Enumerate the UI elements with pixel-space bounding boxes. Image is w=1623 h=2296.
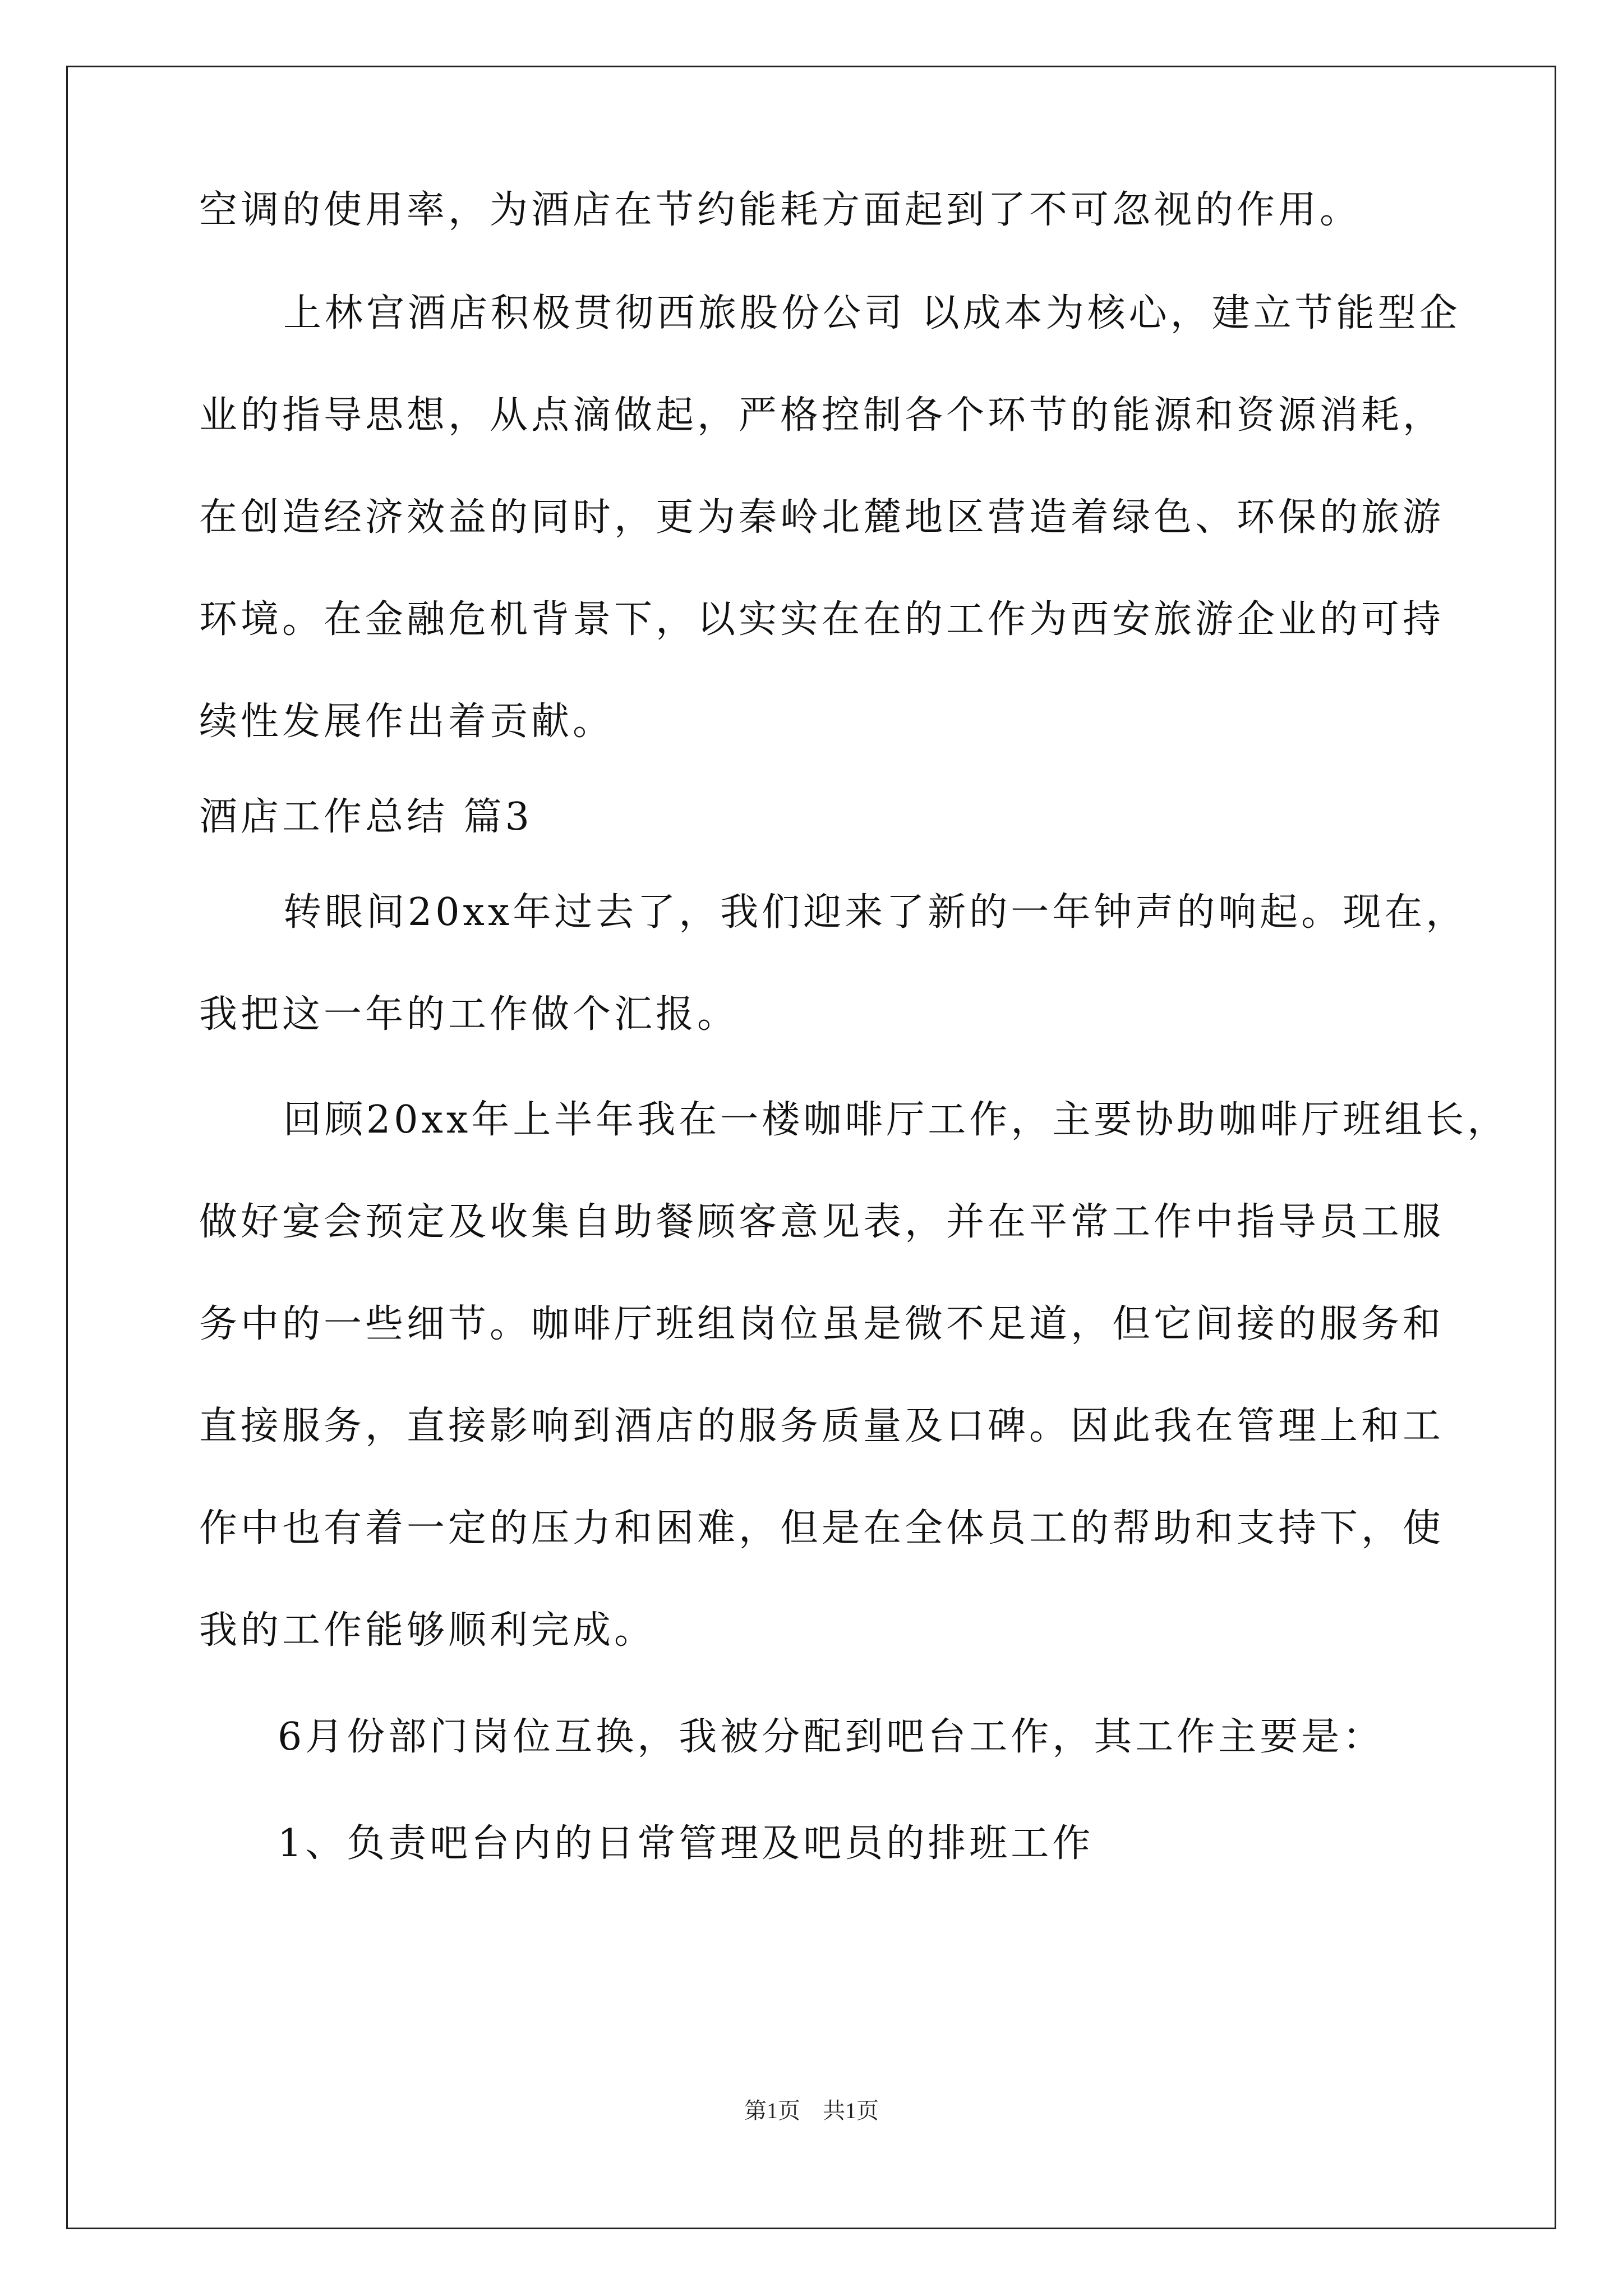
text-line: 空调的使用率，为酒店在节约能耗方面起到了不可忽视的作用。 [199,188,1362,232]
text-line: 在创造经济效益的同时，更为秦岭北麓地区营造着绿色、环保的旅游 [199,495,1445,540]
page-footer: 第1页 共1页 [744,2098,879,2123]
section-heading: 酒店工作总结 篇3 [199,795,533,839]
text-line: 务中的一些细节。咖啡厅班组岗位虽是微不足道，但它间接的服务和 [199,1302,1445,1346]
text-line: 回顾20xx年上半年我在一楼咖啡厅工作，主要协助咖啡厅班组长， [283,1098,1509,1142]
text-line: 直接服务，直接影响到酒店的服务质量及口碑。因此我在管理上和工 [199,1404,1445,1448]
text-line: 6月份部门岗位互换，我被分配到吧台工作，其工作主要是： [278,1715,1385,1759]
text-line: 做好宴会预定及收集自助餐顾客意见表，并在平常工作中指导员工服 [199,1200,1445,1244]
text-line: 业的指导思想，从点滴做起，严格控制各个环节的能源和资源消耗， [199,393,1445,438]
text-line: 我的工作能够顺利完成。 [199,1608,656,1653]
list-item: 1、负责吧台内的日常管理及吧员的排班工作 [278,1821,1094,1866]
text-line: 环境。在金融危机背景下，以实实在在的工作为西安旅游企业的可持 [199,597,1445,642]
text-line: 上林宫酒店积极贯彻西旅股份公司 以成本为核心，建立节能型企 [283,291,1461,335]
text-line: 作中也有着一定的压力和困难，但是在全体员工的帮助和支持下，使 [199,1506,1445,1550]
text-line: 我把这一年的工作做个汇报。 [199,992,739,1037]
text-line: 续性发展作出着贡献。 [199,700,615,744]
text-line: 转眼间20xx年过去了，我们迎来了新的一年钟声的响起。现在， [283,890,1468,935]
